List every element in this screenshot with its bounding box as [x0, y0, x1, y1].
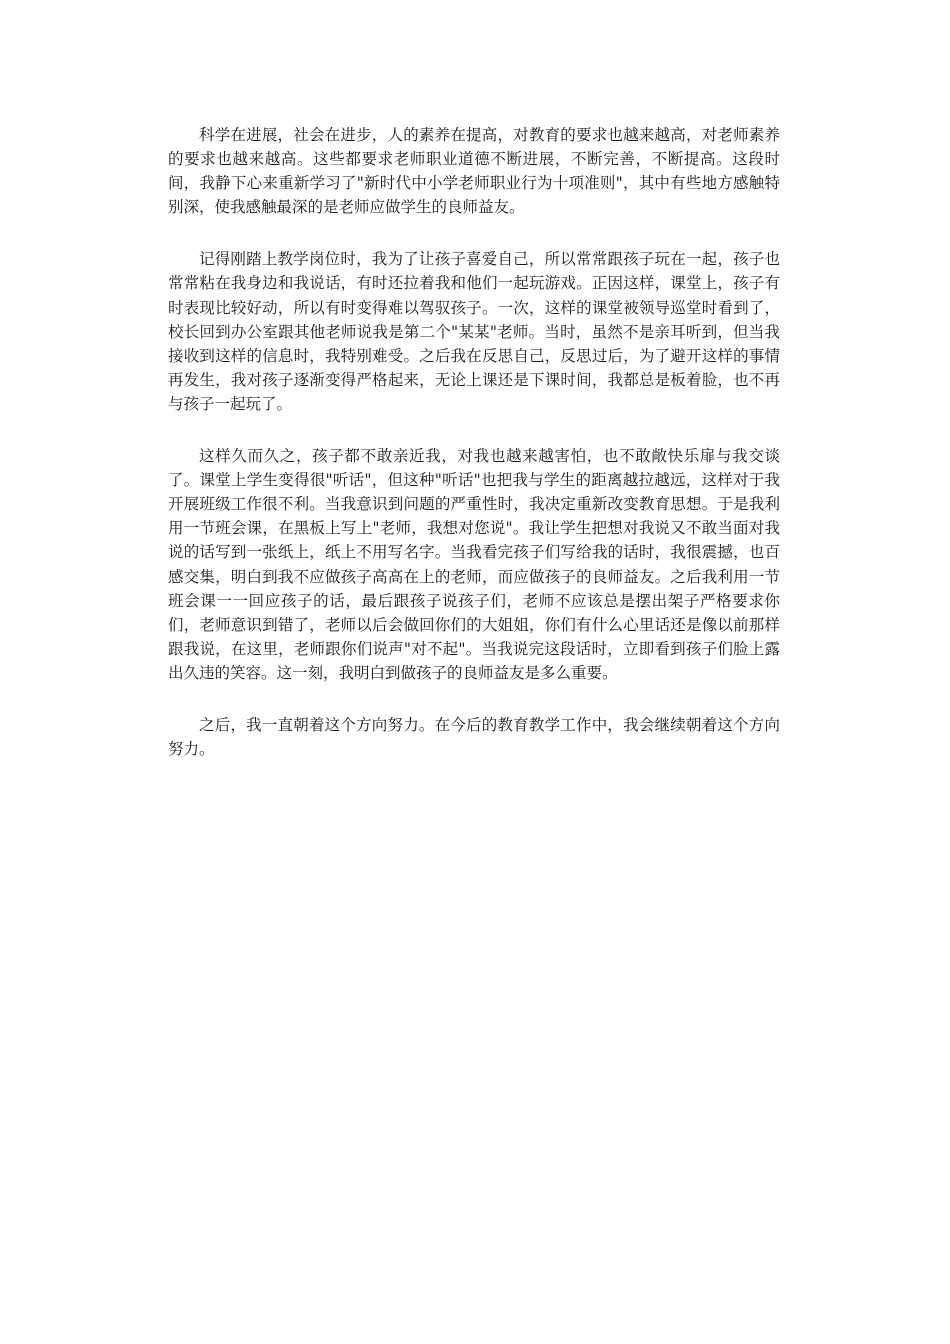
paragraph-4: 之后，我一直朝着这个方向努力。在今后的教育教学工作中，我会继续朝着这个方向努力。: [168, 715, 780, 759]
paragraph-2: 记得刚踏上教学岗位时，我为了让孩子喜爱自己，所以常常跟孩子玩在一起，孩子也常常粘在我身边和我说话，有时还拉着我和他们一起玩游戏。正因这样，课堂上，孩子有时表现比较好动，所以有时变得难以驾驭孩子。一次，这样的课堂被领导巡堂时看到了，校长回到办公室跟其他老师说我是第二个"某某"老师。当时，虽然不是亲耳听到，但当我接收到这样的信息时，我特别难受。之后我在反思自己，反思过后，为了避开这样的事情再发生，我对孩子逐渐变得严格起来，无论上课还是下课时间，我都总是板着脸，也不再与孩子一起玩了。: [168, 250, 780, 413]
paragraph-1: 科学在进展，社会在进步，人的素养在提高，对教育的要求也越来越高，对老师素养的要求也越来越高。这些都要求老师职业道德不断进展，不断完善，不断提高。这段时间，我静下心来重新学习了"新时代中小学老师职业行为十项准则"，其中有些地方感触特别深，使我感触最深的是老师应做学生的良师益友。: [168, 126, 780, 217]
paragraph-3: 这样久而久之，孩子都不敢亲近我，对我也越来越害怕，也不敢敞快乐扉与我交谈了。课堂上学生变得很"听话"，但这种"听话"也把我与学生的距离越拉越远，这样对于我开展班级工作很不利。当我意识到问题的严重性时，我决定重新改变教育思想。于是我利用一节班会课，在黑板上写上"老师，我想对您说"。我让学生把想对我说又不敢当面对我说的话写到一张纸上，纸上不用写名字。当我看完孩子们写给我的话时，我很震撼，也百感交集，明白到我不应做孩子高高在上的老师，而应做孩子的良师益友。之后我利用一节班会课一一回应孩子的话，最后跟孩子说孩子们，老师不应该总是摆出架子严格要求你们，老师意识到错了，老师以后会做回你们的大姐姐，你们有什么心里话还是像以前那样跟我说，在这里，老师跟你们说声"对不起"。当我说完这段话时，立即看到孩子们脸上露出久违的笑容。这一刻，我明白到做孩子的良师益友是多么重要。: [168, 447, 780, 682]
document-body: [168, 123, 780, 789]
